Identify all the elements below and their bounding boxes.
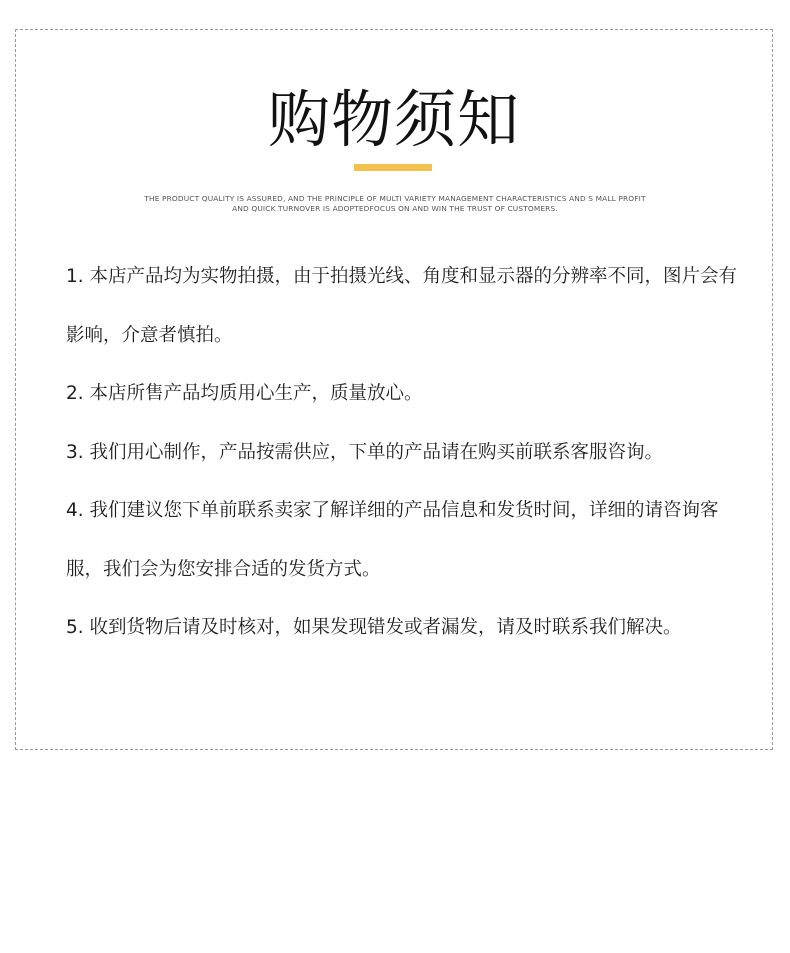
notice-rule-3: 3. 我们用心制作，产品按需供应，下单的产品请在购买前联系客服咨询。: [66, 441, 664, 463]
notice-rule-2: 2. 本店所售产品均质用心生产，质量放心。: [66, 383, 423, 404]
notice-title: 购物须知: [267, 83, 520, 156]
title-accent-bar: [354, 164, 432, 171]
shopping-notice-panel: [15, 29, 773, 750]
notice-subtitle: THE PRODUCT QUALITY IS ASSURED, AND THE PRINCIPLE OF MULTI VARIETY MANAGEMENT CHARACTERISTICS AND S MALL PROFIT AND QUICK TURNOVER IS ADOPTEDFOCUS ON AND WIN THE TRUST OF CUSTOMERS.: [144, 194, 646, 213]
notice-rule-4: 4. 我们建议您下单前联系卖家了解详细的产品信息和发货时间，详细的请咨询客服，我们会为您安排合适的发货方式。: [66, 500, 719, 580]
notice-rules-list: [66, 248, 738, 658]
notice-rule-1: 1. 本店产品均为实物拍摄，由于拍摄光线、角度和显示器的分辨率不同，图片会有影响，介意者慎拍。: [66, 266, 738, 346]
notice-rule-5: 5. 收到货物后请及时核对，如果发现错发或者漏发，请及时联系我们解决。: [66, 617, 682, 638]
